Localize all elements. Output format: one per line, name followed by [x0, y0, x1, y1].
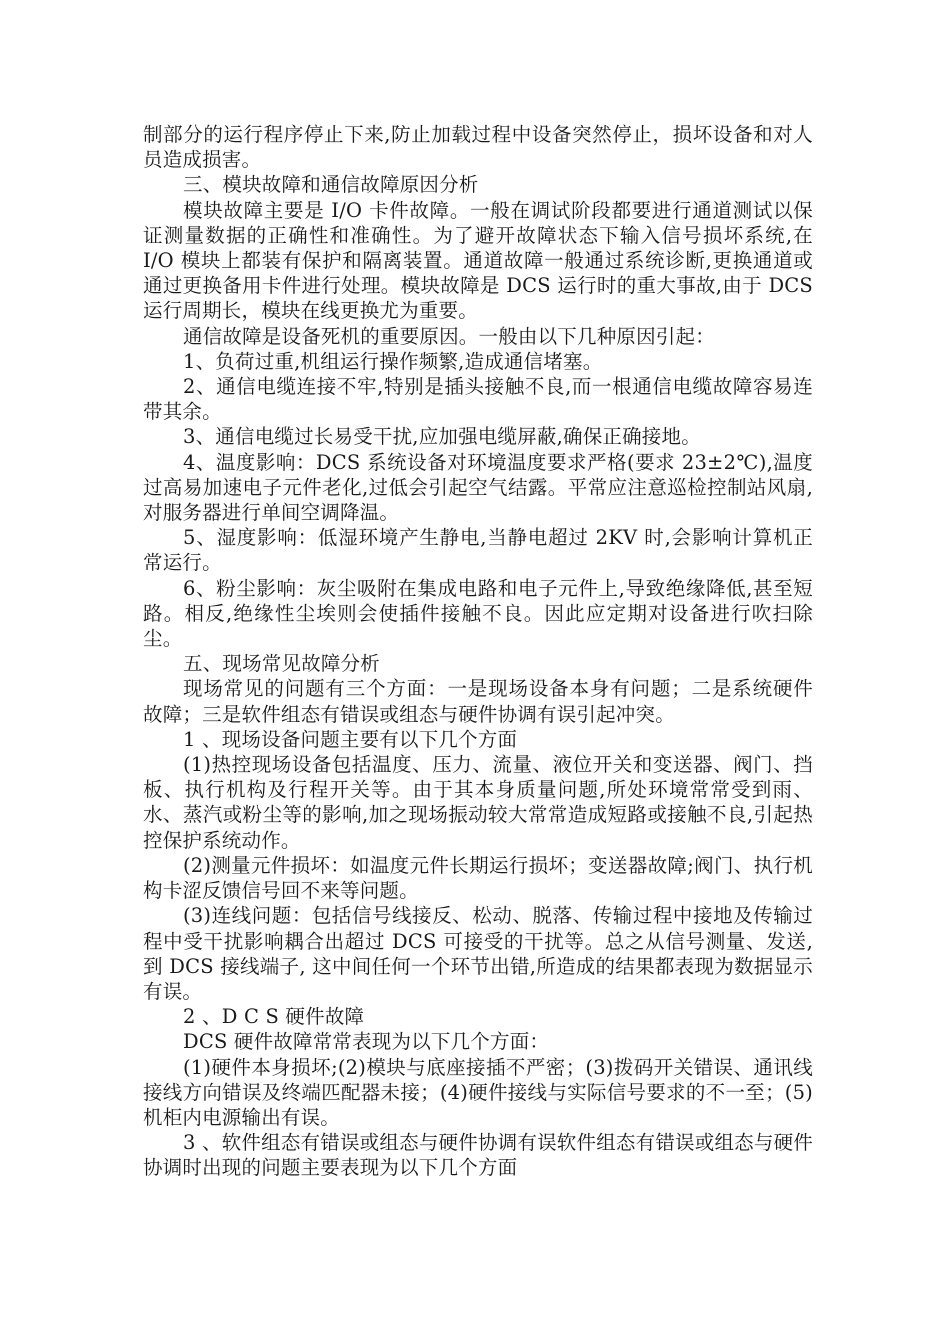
paragraph: 3、通信电缆过长易受干扰,应加强电缆屏蔽,确保正确接地。 [183, 425, 701, 449]
paragraph: 6、粉尘影响：灰尘吸附在集成电路和电子元件上,导致绝缘降低,甚至短路。相反,绝缘性尘埃则会使插件接触不良。因此应定期对设备进行吹扫除尘。 [143, 576, 813, 651]
paragraph: 1 、现场设备问题主要有以下几个方面 [183, 727, 518, 751]
paragraph: 1、负荷过重,机组运行操作频繁,造成通信堵塞。 [183, 349, 603, 373]
paragraph: (3)连线问题：包括信号线接反、松动、脱落、传输过程中接地及传输过程中受干扰影响耦合出超过 DCS 可接受的干扰等。总之从信号测量、发送,到 DCS 接线端子, 这中间任何一个环节出错,所造成的结果都表现为数据显示有误。 [143, 904, 813, 1003]
paragraph: 模块故障主要是 I/O 卡件故障。一般在调试阶段都要进行通道测试以保证测量数据的正确性和准确性。为了避开故障状态下输入信号损坏系统,在 I/O 模块上都装有保护和隔离装置。通道故障一般通过系统诊断,更换通道或通过更换备用卡件进行处理。模块故障是 DCS 运行时的重大事故,由于 DCS 运行周期长，模块在线更换尤为重要。 [143, 198, 813, 323]
paragraph: 现场常见的问题有三个方面：一是现场设备本身有问题；二是系统硬件故障；三是软件组态有错误或组态与硬件协调有误引起冲突。 [143, 677, 813, 726]
paragraph: 2、通信电缆连接不牢,特别是插头接触不良,而一根通信电缆故障容易连带其余。 [143, 375, 813, 424]
paragraph: (1)硬件本身损坏;(2)模块与底座接插不严密；(3)拨码开关错误、通讯线接线方向错误及终端匹配器未接；(4)硬件接线与实际信号要求的不一至；(5)机柜内电源输出有误。 [143, 1055, 813, 1129]
paragraph: 通信故障是设备死机的重要原因。一般由以下几种原因引起： [183, 324, 715, 348]
document-body [143, 122, 813, 1181]
paragraph: 三、模块故障和通信故障原因分析 [183, 173, 479, 197]
paragraph: 3 、软件组态有错误或组态与硬件协调有误软件组态有错误或组态与硬件协调时出现的问题主要表现为以下几个方面 [143, 1131, 813, 1180]
paragraph: 2 、D C S 硬件故障 [183, 1005, 365, 1029]
paragraph: (1)热控现场设备包括温度、压力、流量、液位开关和变送器、阀门、挡板、执行机构及行程开关等。由于其本身质量问题,所处环境常常受到雨、水、蒸汽或粉尘等的影响,加之现场振动较大常常造成短路或接触不良,引起热控保护系统动作。 [143, 753, 813, 852]
paragraph: DCS 硬件故障常常表现为以下几个方面： [183, 1030, 550, 1054]
paragraph: (2)测量元件损坏：如温度元件长期运行损坏；变送器故障;阀门、执行机构卡涩反馈信号回不来等问题。 [143, 853, 813, 903]
paragraph: 五、现场常见故障分析 [183, 652, 381, 676]
paragraph: 4、温度影响：DCS 系统设备对环境温度要求严格(要求 23±2℃),温度过高易加速电子元件老化,过低会引起空气结露。平常应注意巡检控制站风扇,对服务器进行单间空调降温。 [143, 450, 813, 525]
paragraph: 5、湿度影响：低湿环境产生静电,当静电超过 2KV 时,会影响计算机正常运行。 [143, 526, 813, 575]
paragraph: 制部分的运行程序停止下来,防止加载过程中设备突然停止，损坏设备和对人员造成损害。 [143, 123, 813, 172]
